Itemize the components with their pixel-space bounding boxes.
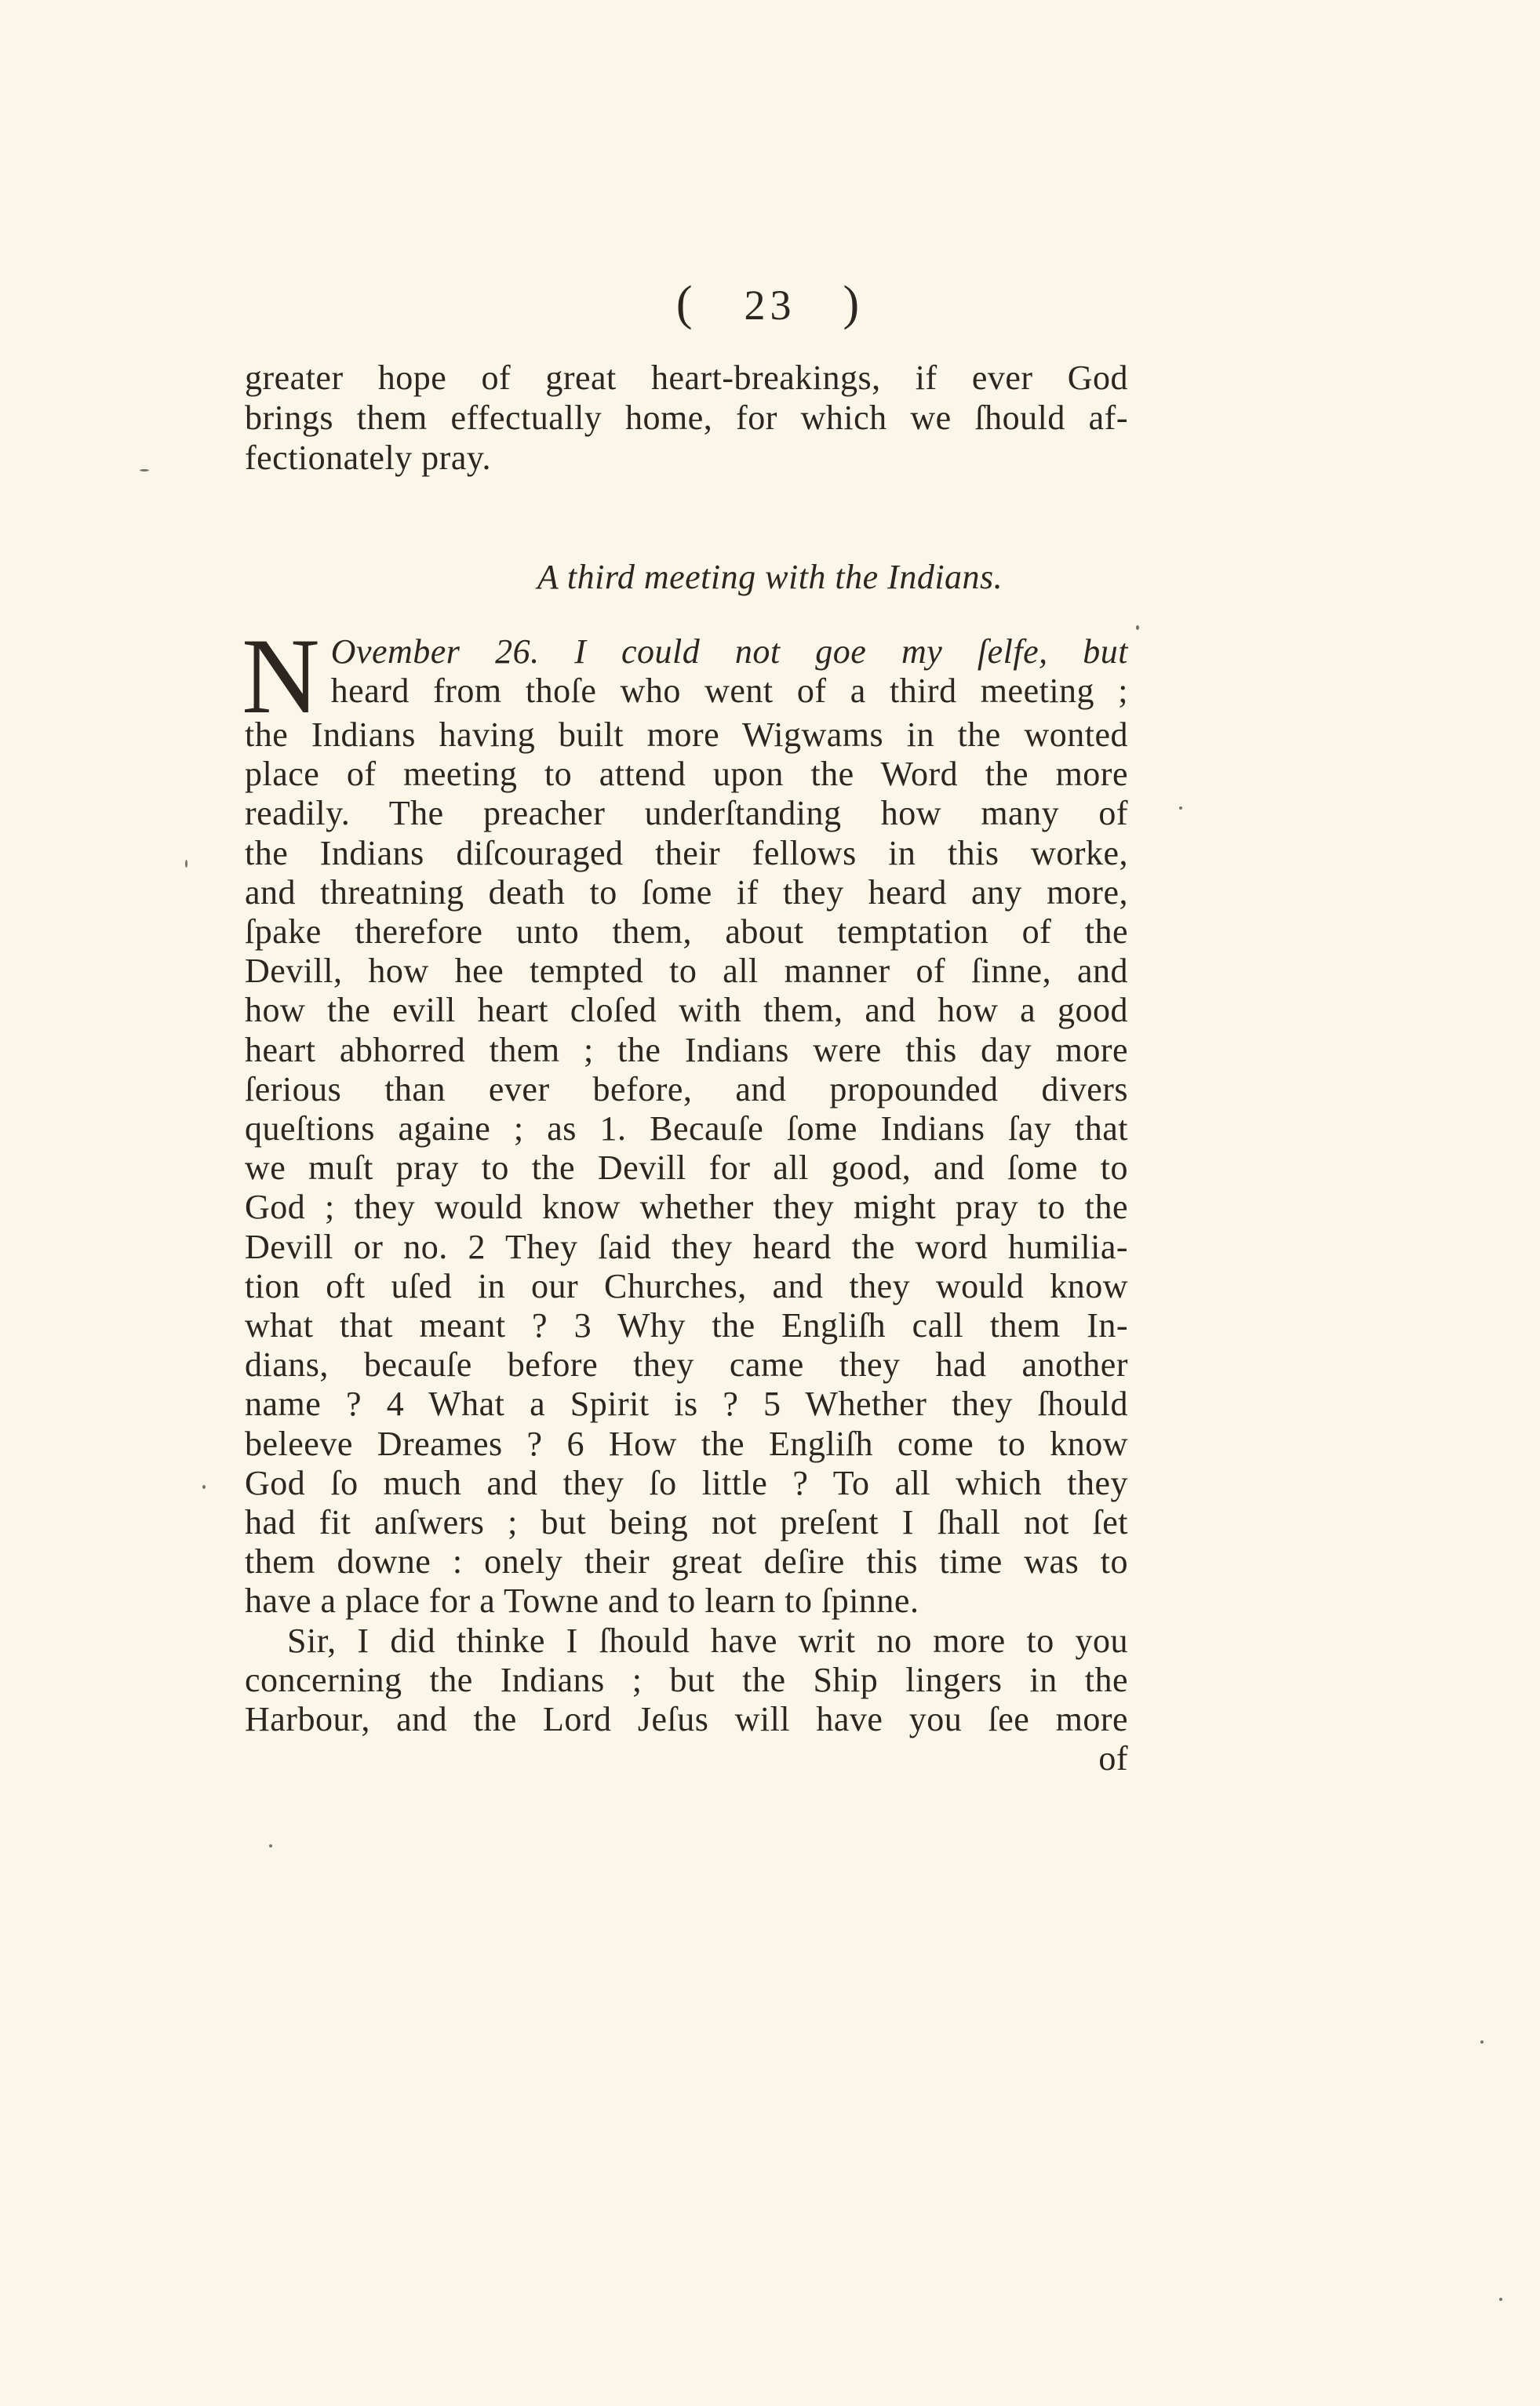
text-line: had fit anſwers ; but being not preſent I ſhall not ſet [245,1503,1128,1542]
text-line: dians, becauſe before they came they had another [245,1345,1128,1385]
text-line: we muſt pray to the Devill for all good, and ſome to [245,1148,1128,1188]
text-line: heart abhorred them ; the Indians were this day more [245,1030,1128,1069]
paper-speck [185,860,187,868]
text-line: heard from thoſe who went of a third meeting ; [330,672,1128,711]
paper-speck [269,1844,272,1847]
main-paragraph [242,616,1128,1778]
section-heading: A third meeting with the Indians. [537,558,1003,596]
text-line-first-content: Ovember 26. I could not goe my ſelfe, but [330,632,1128,671]
text-line: God ; they would know whether they might pray to the [245,1188,1128,1227]
text-line: and threatning death to ſome if they heard any more, [245,872,1128,912]
text-line: Harbour, and the Lord Jeſus will have you ſee more [245,1700,1128,1739]
catchword: of [1098,1739,1128,1778]
text-line: Devill or no. 2 They ſaid they heard the word humilia- [245,1227,1128,1266]
text-line: tion oft uſed in our Churches, and they would know [245,1266,1128,1305]
text-line: queſtions againe ; as 1. Becauſe ſome Indians ſay that [245,1109,1128,1148]
text-line: greater hope of great heart-breakings, if ever God [245,359,1128,397]
paper-speck [202,1485,206,1489]
paper-speck [1499,2298,1502,2301]
text-line: name ? 4 What a Spirit is ? 5 Whether they ſhould [245,1385,1128,1424]
text-line: them downe : onely their great deſire this time was to [245,1542,1128,1582]
paper-speck [1480,2040,1484,2044]
text-line: how the evill heart cloſed with them, and how a good [245,991,1128,1030]
text-line: what that meant ? 3 Why the Engliſh call them In- [245,1306,1128,1345]
text-line: ſpake therefore unto them, about temptation of the [245,912,1128,952]
text-line: have a place for a Towne and to learn to ſpinne. [245,1582,919,1621]
text-line-indented: Sir, I did thinke I ſhould have writ no more to you [287,1621,1128,1660]
text-line: the Indians diſcouraged their fellows in this worke, [245,833,1128,872]
text-line: ſerious than ever before, and propounded divers [245,1069,1128,1108]
page-header [0,276,1540,332]
text-line: concerning the Indians ; but the Ship lingers in the [245,1660,1128,1699]
paper-speck [140,469,149,471]
text-line: God ſo much and they ſo little ? To all which they [245,1463,1128,1502]
header-right-paren: ) [843,277,865,330]
header-left-paren: ( [675,277,697,330]
text-line: the Indians having built more Wigwams in the wonted [245,715,1128,754]
paper-speck [1179,806,1182,810]
page-number: 23 [744,282,796,329]
text-line: place of meeting to attend upon the Word the more [245,755,1128,794]
text-line: readily. The preacher underſtanding how many of [245,794,1128,833]
text-line-first [245,632,1128,672]
text-line: fectionately pray. [245,439,491,477]
text-line: Devill, how hee tempted to all manner of ſinne, and [245,952,1128,991]
paper-speck [1136,625,1139,630]
text-line: beleeve Dreames ? 6 How the Engliſh come to know [245,1424,1128,1463]
drop-cap: N [242,616,320,736]
text-line: brings them effectually home, for which we ſhould af- [245,399,1128,437]
opening-paragraph [245,358,1128,478]
